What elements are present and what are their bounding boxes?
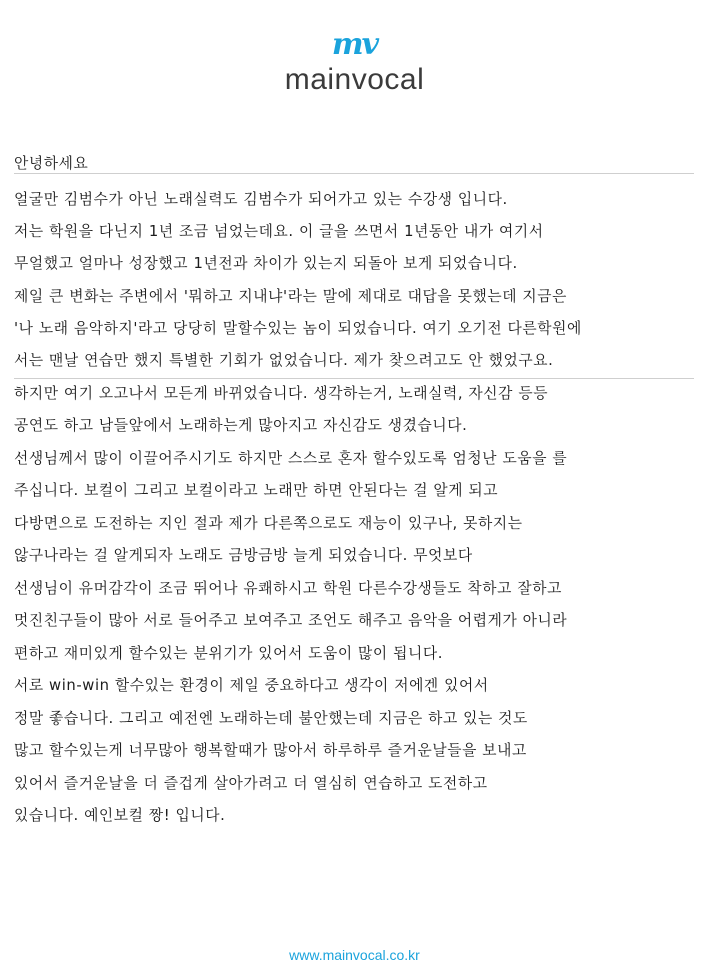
letter-line: 않구나라는 걸 알게되자 노래도 금방금방 늘게 되었습니다. 무엇보다 — [14, 546, 473, 564]
letter-line: 정말 좋습니다. 그리고 예전엔 노래하는데 불안했는데 지금은 하고 있는 것도 — [14, 709, 528, 727]
letter-line: 얼굴만 김범수가 아닌 노래실력도 김범수가 되어가고 있는 수강생 입니다. — [14, 190, 508, 208]
brand-name: mainvocal — [284, 63, 425, 96]
letter-line: '나 노래 음악하지'라고 당당히 말할수있는 놈이 되었습니다. 여기 오기전 다른학원에 — [14, 319, 582, 337]
letter-line: 있습니다. 예인보컬 짱! 입니다. — [14, 806, 226, 824]
letter-line: 멋진친구들이 많아 서로 들어주고 보여주고 조언도 해주고 음악을 어렵게가 아니라 — [14, 611, 568, 629]
letter-line: 공연도 하고 남들앞에서 노래하는게 많아지고 자신감도 생겼습니다. — [14, 416, 468, 434]
letter-line: 안녕하세요 — [14, 154, 89, 172]
letter-line: 주십니다. 보컬이 그리고 보컬이라고 노래만 하면 안된다는 걸 알게 되고 — [14, 481, 499, 499]
letter-line: 다방면으로 도전하는 지인 절과 제가 다른쪽으로도 재능이 있구나, 못하지는 — [14, 514, 523, 532]
letter-line: 있어서 즐거운날을 더 즐겁게 살아가려고 더 열심히 연습하고 도전하고 — [14, 774, 488, 792]
letter-line: 많고 할수있는게 너무많아 행복할때가 많아서 하루하루 즐거운날들을 보내고 — [14, 741, 527, 759]
mv-logo-mark: mv — [331, 27, 378, 62]
letter-line: 하지만 여기 오고나서 모든게 바뀌었습니다. 생각하는거, 노래실력, 자신감 등등 — [14, 384, 549, 402]
letter-line: 선생님이 유머감각이 조금 뛰어나 유쾌하시고 학원 다른수강생들도 착하고 잘하고 — [14, 579, 562, 597]
letter-line: 제일 큰 변화는 주변에서 '뭐하고 지내냐'라는 말에 제대로 대답을 못했는데 지금은 — [14, 287, 567, 305]
letter-line: 서로 win-win 할수있는 환경이 제일 중요하다고 생각이 저에겐 있어서 — [14, 676, 489, 694]
letter-line: 편하고 재미있게 할수있는 분위기가 있어서 도움이 많이 됩니다. — [14, 644, 443, 662]
ruled-line — [14, 173, 694, 174]
ruled-line — [14, 378, 694, 379]
letter-line: 무얼했고 얼마나 성장했고 1년전과 차이가 있는지 되돌아 보게 되었습니다. — [14, 254, 518, 272]
letter-line: 서는 맨날 연습만 했지 특별한 기회가 없었습니다. 제가 찾으려고도 안 했었구요. — [14, 351, 554, 369]
letter-line: 저는 학원을 다닌지 1년 조금 넘었는데요. 이 글을 쓰면서 1년동안 내가 여기서 — [14, 222, 544, 240]
website-url[interactable]: www.mainvocal.co.kr — [289, 947, 420, 963]
letter-line: 선생님께서 많이 이끌어주시기도 하지만 스스로 혼자 할수있도록 엄청난 도움을 를 — [14, 449, 568, 467]
